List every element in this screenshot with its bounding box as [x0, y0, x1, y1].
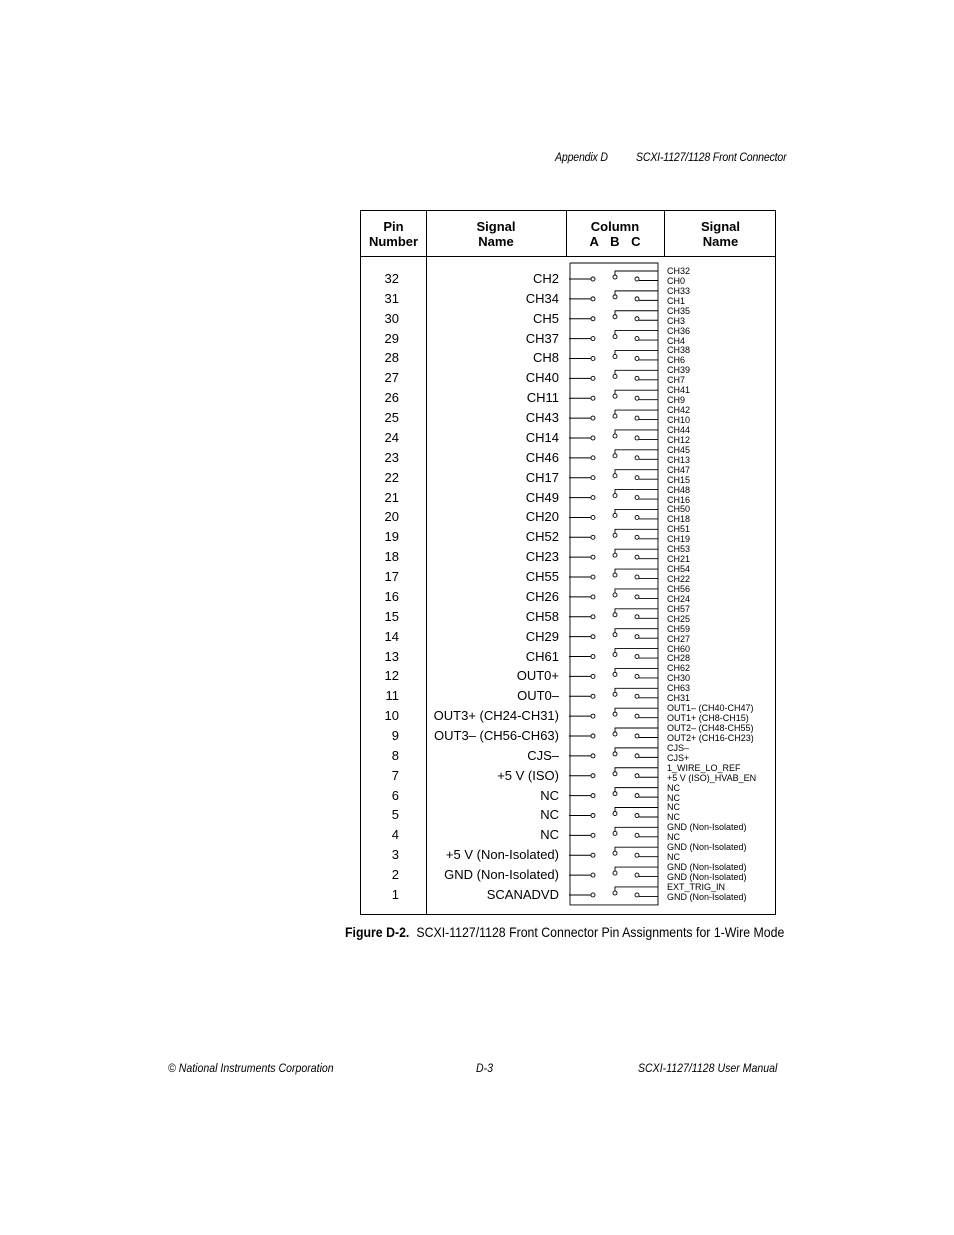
column-a-contact — [591, 396, 595, 400]
right-signal-name: CH13 — [667, 454, 691, 465]
right-signal-name: CH48 — [667, 484, 691, 495]
right-signal-name: CH56 — [667, 583, 691, 594]
right-signal-name: +5 V (ISO)_HVAB_EN — [667, 772, 757, 783]
signal-name: CH37 — [525, 330, 559, 346]
right-signal-name: NC — [667, 792, 680, 803]
figure-caption — [345, 924, 784, 940]
right-signal-name: CH31 — [667, 693, 691, 704]
right-signal-name: CJS+ — [667, 752, 690, 763]
signal-heading-line1: Signal — [476, 219, 516, 234]
column-b-contact — [613, 613, 617, 617]
signal-name: CH20 — [525, 509, 559, 525]
pin-number: 12 — [384, 668, 399, 684]
signal-name: SCANADVD — [486, 886, 559, 902]
signal-name: CH58 — [525, 608, 559, 624]
signal-name: CH23 — [525, 549, 559, 565]
pin-number: 24 — [384, 429, 399, 445]
column-b-contact — [613, 394, 617, 398]
pin-number: 10 — [384, 708, 399, 724]
column-b-contact — [613, 653, 617, 657]
right-signal-name: CH25 — [667, 613, 691, 624]
column-a-contact — [591, 674, 595, 678]
right-signal-name: CH24 — [667, 593, 691, 604]
right-signal-name: CH54 — [667, 564, 691, 575]
column-c-contact — [635, 853, 639, 857]
column-b-lead — [615, 668, 658, 672]
pin-number: 31 — [384, 290, 399, 306]
pin-number: 19 — [384, 529, 399, 545]
column-heading — [566, 219, 664, 249]
column-a-contact — [591, 337, 595, 341]
column-b-lead — [615, 589, 658, 593]
pin-number: 30 — [384, 310, 399, 326]
column-c-contact — [635, 774, 639, 778]
signal-name: CH43 — [525, 410, 559, 426]
signal-name: OUT3– (CH56-CH63) — [434, 728, 559, 743]
pin-number: 14 — [384, 628, 399, 644]
column-c-contact — [635, 555, 639, 559]
column-a-contact — [591, 376, 595, 380]
right-signal-name: CH36 — [667, 325, 691, 336]
column-a-contact — [591, 317, 595, 321]
pin-number: 5 — [391, 807, 399, 823]
right-signal-name: CH4 — [667, 335, 686, 346]
column-b-lead — [615, 569, 658, 573]
column-a-contact — [591, 416, 595, 420]
column-c-contact — [635, 515, 639, 519]
footer-copyright: © National Instruments Corporation — [168, 1061, 334, 1075]
signal-name: CJS– — [527, 747, 559, 763]
column-a-contact — [591, 515, 595, 519]
right-signal-name: CH53 — [667, 544, 691, 555]
pin-number-heading — [361, 219, 426, 249]
signal-name: CH17 — [525, 469, 559, 485]
pin-number: 26 — [384, 390, 399, 406]
column-a-contact — [591, 853, 595, 857]
column-c-contact — [635, 615, 639, 619]
column-a-contact — [591, 754, 595, 758]
right-signal-name: CH10 — [667, 415, 691, 426]
column-b-lead — [615, 529, 658, 533]
pin-heading-line1: Pin — [383, 219, 404, 234]
column-a-contact — [591, 456, 595, 460]
column-a-contact — [591, 476, 595, 480]
column-c-contact — [635, 356, 639, 360]
right-signal-name: CH7 — [667, 375, 686, 386]
signal-name: CH8 — [532, 350, 559, 366]
pin-number: 32 — [384, 271, 399, 286]
column-c-contact — [635, 635, 639, 639]
column-c-contact — [635, 655, 639, 659]
pin-number: 3 — [391, 847, 399, 863]
column-a-contact — [591, 615, 595, 619]
right-signal-name: CH32 — [667, 266, 691, 276]
footer-page-number: D-3 — [476, 1061, 494, 1075]
right-signal-name: CH62 — [667, 663, 691, 674]
column-c-contact — [635, 595, 639, 599]
pin-number: 8 — [391, 747, 399, 763]
column-b-contact — [613, 692, 617, 696]
right-signal-heading-line1: Signal — [700, 219, 740, 234]
signal-name: CH11 — [526, 390, 559, 406]
column-b-contact — [613, 633, 617, 637]
column-b-contact — [613, 533, 617, 537]
right-signal-name: CH3 — [667, 315, 686, 326]
column-a-contact — [591, 635, 595, 639]
pin-number: 11 — [385, 688, 399, 704]
column-c-contact — [635, 535, 639, 539]
pin-number: 16 — [384, 588, 399, 604]
right-signal-name: CH12 — [667, 434, 691, 445]
column-c-contact — [635, 376, 639, 380]
column-b-lead — [615, 768, 658, 772]
column-b-contact — [613, 354, 617, 358]
signal-name: CH29 — [525, 628, 559, 644]
column-b-contact — [613, 454, 617, 458]
column-a-contact — [591, 555, 595, 559]
column-b-contact — [613, 315, 617, 319]
header-divider — [361, 256, 775, 257]
right-signal-name: CH21 — [667, 554, 691, 565]
right-signal-name: CH28 — [667, 653, 691, 664]
column-b-contact — [613, 811, 617, 815]
pin-number: 27 — [384, 370, 399, 386]
column-b-lead — [615, 271, 658, 275]
right-signal-name: NC — [667, 832, 680, 843]
column-b-contact — [613, 593, 617, 597]
right-signal-name: OUT2+ (CH16-CH23) — [667, 732, 754, 743]
signal-name: NC — [540, 787, 559, 803]
column-a-contact — [591, 297, 595, 301]
signal-name: NC — [540, 827, 559, 843]
column-b-contact — [613, 772, 617, 776]
right-signal-name: CH59 — [667, 623, 691, 634]
column-a-contact — [591, 277, 595, 281]
column-a-contact — [591, 655, 595, 659]
right-signal-name: GND (Non-Isolated) — [667, 842, 747, 853]
column-b-lead — [615, 688, 658, 692]
running-header-appendix: Appendix D — [555, 150, 608, 164]
right-signal-name: CH0 — [667, 275, 686, 286]
signal-name: +5 V (ISO) — [497, 767, 559, 783]
column-b-contact — [613, 553, 617, 557]
right-signal-name: OUT1– (CH40-CH47) — [667, 703, 754, 714]
right-signal-name: 1_WIRE_LO_REF — [667, 762, 741, 773]
column-b-contact — [613, 414, 617, 418]
right-signal-name: NC — [667, 782, 680, 793]
column-c-contact — [635, 813, 639, 817]
column-b-lead — [615, 549, 658, 553]
column-b-lead — [615, 331, 658, 335]
column-c-contact — [635, 893, 639, 897]
column-c-contact — [635, 317, 639, 321]
column-a-contact — [591, 714, 595, 718]
signal-name-heading — [426, 219, 566, 249]
column-b-lead — [615, 490, 658, 494]
column-b-contact — [613, 474, 617, 478]
signal-name: CH55 — [525, 569, 559, 585]
right-signal-name: CH41 — [667, 385, 691, 396]
signal-name: OUT0+ — [516, 668, 559, 684]
pin-number: 15 — [384, 608, 399, 624]
pin-number: 1 — [391, 886, 399, 902]
column-b-contact — [613, 275, 617, 279]
right-signal-name: CH15 — [667, 474, 691, 485]
signal-name: CH52 — [525, 529, 559, 545]
column-heading-line2: A B C — [589, 234, 641, 249]
right-signal-name: CH51 — [667, 524, 691, 535]
right-signal-name: CH50 — [667, 504, 691, 515]
column-b-contact — [613, 851, 617, 855]
pin-number: 21 — [384, 489, 399, 505]
right-signal-name: CH63 — [667, 683, 691, 694]
right-signal-name: OUT2– (CH48-CH55) — [667, 723, 754, 733]
column-b-lead — [615, 887, 658, 891]
pin-number: 4 — [391, 827, 399, 843]
column-c-contact — [635, 714, 639, 718]
footer-manual-title: SCXI-1127/1128 User Manual — [638, 1061, 778, 1075]
column-c-contact — [635, 297, 639, 301]
signal-name: OUT0– — [517, 688, 559, 704]
right-signal-heading-line2: Name — [702, 234, 739, 249]
column-a-contact — [591, 535, 595, 539]
column-b-contact — [613, 513, 617, 517]
signal-name: +5 V (Non-Isolated) — [445, 847, 559, 863]
column-a-contact — [591, 575, 595, 579]
column-b-lead — [615, 788, 658, 792]
column-c-contact — [635, 873, 639, 877]
signal-name: CH34 — [525, 290, 559, 306]
column-b-lead — [615, 827, 658, 831]
connector-diagram — [566, 263, 664, 903]
pin-number: 9 — [391, 728, 399, 743]
column-c-contact — [635, 833, 639, 837]
pin-heading-line2: Number — [368, 234, 419, 249]
signal-name: CH40 — [525, 370, 559, 386]
column-b-contact — [613, 732, 617, 736]
pin-number: 6 — [391, 787, 399, 803]
column-c-contact — [635, 575, 639, 579]
column-b-lead — [615, 470, 658, 474]
right-signal-name: CH19 — [667, 534, 691, 545]
right-signal-name: CH57 — [667, 603, 691, 614]
signal-name: OUT3+ (CH24-CH31) — [433, 708, 559, 724]
signal-name: CH5 — [532, 310, 559, 326]
pin-number: 23 — [384, 449, 399, 465]
right-signal-name: CH35 — [667, 305, 691, 316]
column-a-contact — [591, 833, 595, 837]
column-a-contact — [591, 356, 595, 360]
column-b-lead — [615, 629, 658, 633]
column-b-contact — [613, 573, 617, 577]
column-c-contact — [635, 476, 639, 480]
right-signal-name: CH39 — [667, 365, 691, 376]
signal-name: CH26 — [525, 588, 559, 604]
column-a-contact — [591, 436, 595, 440]
column-b-lead — [615, 350, 658, 354]
signal-name: CH61 — [525, 648, 559, 664]
column-a-contact — [591, 595, 595, 599]
column-b-lead — [615, 748, 658, 752]
column-c-contact — [635, 794, 639, 798]
right-signal-name: NC — [667, 812, 680, 823]
right-signal-name: CH38 — [667, 345, 691, 356]
pin-assignment-figure — [360, 210, 776, 915]
signal-name: CH2 — [532, 271, 559, 286]
signal-name: CH14 — [525, 429, 559, 445]
column-b-lead — [615, 728, 658, 732]
column-c-contact — [635, 754, 639, 758]
column-a-contact — [591, 774, 595, 778]
column-c-contact — [635, 734, 639, 738]
pin-number: 17 — [384, 569, 399, 585]
right-signal-name: CH30 — [667, 673, 691, 684]
pin-number: 2 — [391, 867, 399, 883]
column-heading-line1: Column — [590, 219, 640, 234]
column-b-lead — [615, 430, 658, 434]
pin-number: 18 — [384, 549, 399, 565]
signal-heading-line2: Name — [478, 234, 514, 249]
column-b-contact — [613, 335, 617, 339]
right-signal-name: NC — [667, 852, 680, 863]
pin-number: 13 — [384, 648, 399, 664]
column-b-contact — [613, 494, 617, 498]
column-c-contact — [635, 277, 639, 281]
column-b-lead — [615, 708, 658, 712]
connector-outline — [570, 263, 658, 905]
column-b-lead — [615, 311, 658, 315]
right-signal-name: CH16 — [667, 494, 691, 505]
right-signal-name: GND (Non-Isolated) — [667, 872, 747, 883]
right-signal-name-heading — [664, 219, 777, 249]
right-signal-name: CH1 — [667, 295, 686, 306]
column-a-contact — [591, 813, 595, 817]
column-b-lead — [615, 291, 658, 295]
column-a-contact — [591, 694, 595, 698]
column-b-contact — [613, 871, 617, 875]
figure-caption-label: Figure D-2. — [345, 924, 410, 940]
right-signal-name: CH18 — [667, 514, 691, 525]
column-a-contact — [591, 893, 595, 897]
right-signal-name: CH6 — [667, 355, 686, 366]
pin-number: 22 — [384, 469, 399, 485]
column-c-contact — [635, 496, 639, 500]
column-b-contact — [613, 672, 617, 676]
right-signal-name: NC — [667, 802, 680, 813]
column-c-contact — [635, 396, 639, 400]
column-a-contact — [591, 734, 595, 738]
column-c-contact — [635, 694, 639, 698]
right-signal-name: GND (Non-Isolated) — [667, 891, 747, 902]
pin-number: 20 — [384, 509, 399, 525]
figure-caption-text: SCXI-1127/1128 Front Connector Pin Assignments for 1-Wire Mode — [416, 924, 785, 940]
column-c-contact — [635, 456, 639, 460]
column-b-lead — [615, 649, 658, 653]
right-signal-name: OUT1+ (CH8-CH15) — [667, 713, 749, 724]
column-b-contact — [613, 891, 617, 895]
column-b-lead — [615, 847, 658, 851]
column-b-lead — [615, 450, 658, 454]
signal-name: GND (Non-Isolated) — [444, 867, 559, 883]
column-b-contact — [613, 374, 617, 378]
right-signal-name: GND (Non-Isolated) — [667, 822, 747, 833]
right-signal-name: CH22 — [667, 573, 691, 584]
column-b-lead — [615, 370, 658, 374]
column-b-contact — [613, 752, 617, 756]
column-b-contact — [613, 831, 617, 835]
pin-number: 7 — [391, 767, 399, 783]
right-signal-name: CH42 — [667, 405, 691, 416]
right-signal-name: CH47 — [667, 464, 691, 475]
running-header-title: SCXI-1127/1128 Front Connector — [636, 150, 787, 164]
column-a-contact — [591, 496, 595, 500]
column-a-contact — [591, 794, 595, 798]
right-signal-name: CH33 — [667, 285, 691, 296]
column-c-contact — [635, 416, 639, 420]
column-b-lead — [615, 410, 658, 414]
column-c-contact — [635, 436, 639, 440]
right-signal-name: CH27 — [667, 633, 691, 644]
column-b-lead — [615, 609, 658, 613]
right-signal-name: CJS– — [667, 742, 690, 753]
right-signal-name: CH45 — [667, 444, 691, 455]
column-b-contact — [613, 712, 617, 716]
column-b-contact — [613, 792, 617, 796]
column-b-contact — [613, 434, 617, 438]
right-signal-name: CH44 — [667, 424, 691, 435]
signal-name: NC — [540, 807, 559, 823]
column-b-lead — [615, 807, 658, 811]
signal-name: CH49 — [525, 489, 559, 505]
column-b-lead — [615, 509, 658, 513]
right-signal-name: CH60 — [667, 643, 691, 654]
signal-name: CH46 — [525, 449, 559, 465]
column-c-contact — [635, 674, 639, 678]
right-signal-name: CH9 — [667, 395, 686, 406]
column-a-contact — [591, 873, 595, 877]
pin-number: 29 — [384, 330, 399, 346]
column-b-lead — [615, 390, 658, 394]
pin-number: 25 — [384, 410, 399, 426]
pin-number: 28 — [384, 350, 399, 366]
column-b-lead — [615, 867, 658, 871]
column-b-contact — [613, 295, 617, 299]
column-c-contact — [635, 337, 639, 341]
right-signal-name: GND (Non-Isolated) — [667, 862, 747, 873]
right-signal-name: EXT_TRIG_IN — [667, 881, 726, 892]
